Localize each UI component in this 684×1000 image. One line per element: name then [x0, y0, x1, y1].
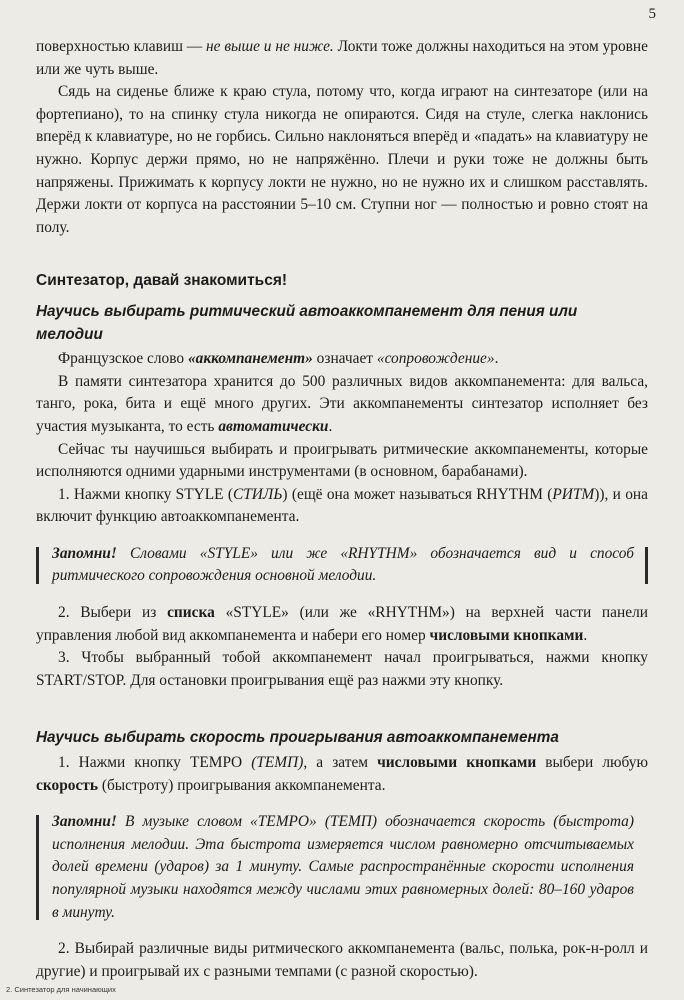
page-content [36, 36, 648, 983]
paragraph: 3. Чтобы выбранный тобой аккомпанемент начал проигрываться, нажми кнопку START/STOP. Для остановки проигрывания ещё раз нажми эту кнопку. [36, 649, 648, 689]
paragraph: Французское слово «аккомпанемент» означает «сопровождение». [58, 350, 499, 368]
note-border-left [36, 547, 39, 584]
note-text: В музыке словом «TEMPO» (ТЕМП) обозначается скорость (быстрота) исполнения мелодии. Эта быстрота измеряется числом равномерно отсчитываемых долей времени (ударов) за 1 минуту. Самые распространённые скорости исполнения популярной музыки находятся между числами этих равномерных долей: 80–160 ударов в минуту. [52, 813, 634, 921]
note-lead: Запомни! [52, 544, 117, 562]
section-heading: Синтезатор, давай знакомиться! [36, 272, 288, 290]
note-lead: Запомни! [52, 813, 117, 831]
page-footer: 2. Синтезатор для начинающих [6, 985, 116, 994]
note-border-right [645, 547, 648, 584]
subsection-heading: Научись выбирать скорость проигрывания автоаккомпанемента [36, 729, 559, 747]
paragraph: В памяти синтезатора хранится до 500 различных видов аккомпанемента: для вальса, танго, рока, бита и ещё много других. Эти аккомпанементы синтезатор исполняет без участия музыканта, то есть автоматически. [36, 372, 648, 435]
paragraph: Сейчас ты научишься выбирать и проигрывать ритмические аккомпанементы, которые исполняются одними ударными инструментами (в основном, барабанами). [36, 440, 648, 481]
paragraph: Сядь на сиденье ближе к краю стула, потому что, когда играют на синтезаторе (или на фортепиано), то на спинку стула никогда не опираются. Сидя на стуле, слегка наклонись вперёд к клавиатуре, но не горбись. Сильно наклоняться вперёд и «падать» на клавиатуру не нужно. Корпус держи прямо, но не напряжённо. Плечи и руки тоже не должны быть напряжены. Прижимать к корпусу локти не нужно, но не нужно их и слишком расставлять. Держи локти от корпуса на расстоянии 5–10 см. Ступни ног — полностью и ровно стоят на полу. [36, 83, 648, 236]
paragraph: поверхностью клавиш — не выше и не ниже. Локти тоже должны находиться на этом уровне или же чуть выше. [36, 38, 648, 78]
paragraph: 2. Выбери из списка «STYLE» (или же «RHYTHM») на верхней части панели управления любой вид аккомпанемента и набери его номер числовыми кнопками. [36, 604, 648, 644]
paragraph: 1. Нажми кнопку STYLE (СТИЛЬ) (ещё она может называться RHYTHM (РИТМ)), и она включит функцию автоаккомпанемента. [36, 485, 648, 526]
note-box [36, 811, 648, 924]
paragraph: 2. Выбирай различные виды ритмического аккомпанемента (вальс, полька, рок-н-ролл и другие) и проигрывай их с разными темпами (с разной скоростью). [36, 940, 648, 980]
page-number: 5 [648, 6, 656, 22]
note-border-left [36, 815, 39, 920]
note-text: Словами «STYLE» или же «RHYTHM» обозначается вид и способ ритмического сопровождения основной мелодии. [52, 544, 634, 585]
note-box [36, 543, 648, 588]
paragraph: 1. Нажми кнопку TEMPO (ТЕМП), а затем числовыми кнопками выбери любую скорость (быстроту) проигрывания аккомпанемента. [36, 754, 648, 794]
subsection-heading: Научись выбирать ритмический автоаккомпанемент для пения или мелодии [36, 302, 578, 343]
